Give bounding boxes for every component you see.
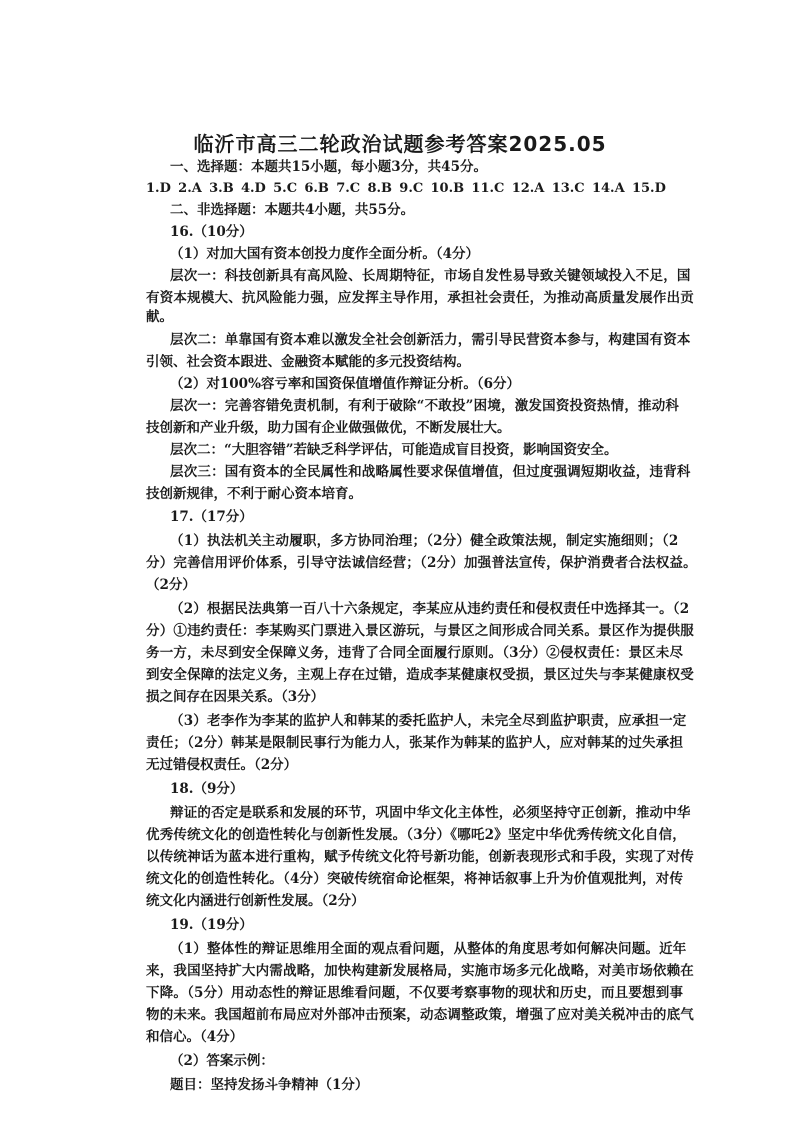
section2-heading: 二、非选择题：本题共4小题，共55分。 [170, 202, 415, 218]
answer-line: 统文化的创造性转化。（4分）突破传统宿命论框架，将神话叙事上升为价值观批判，对传 [146, 871, 684, 887]
answer-line: 分）①违约责任：李某购买门票进入景区游玩，与景区之间形成合同关系。景区作为提供服 [146, 623, 694, 639]
answer-line: 和信心。（4分） [146, 1029, 244, 1045]
answer-line: （2）根据民法典第一百八十六条规定，李某应从违约责任和侵权责任中选择其一。（2 [170, 601, 690, 617]
answer-item: 15.D [631, 181, 666, 196]
question-heading: 19.（19分） [170, 917, 253, 933]
page-title: 临沂市高三二轮政治试题参考答案2025.05 [193, 132, 607, 156]
section1-heading: 一、选择题：本题共15小题，每小题3分，共45分。 [170, 159, 487, 175]
answer-line: （2分） [146, 577, 196, 593]
answer-item: 11.C [471, 181, 505, 196]
answer-item: 3.B [209, 181, 234, 196]
answer-line: 引领、社会资本跟进、金融资本赋能的多元投资结构。 [146, 354, 470, 370]
answer-line: 技创新和产业升级，助力国有企业做强做优，不断发展壮大。 [146, 420, 511, 436]
answer-item: 2.A [178, 181, 202, 196]
answer-line: 层次二：单靠国有资本难以激发全社会创新活力，需引导民营资本参与，构建国有资本 [170, 332, 691, 348]
answer-line: 统文化内涵进行创新性发展。（2分） [146, 893, 365, 909]
answer-line: 优秀传统文化的创造性转化与创新性发展。（3分）《哪吒2》坚定中华优秀传统文化自信， [146, 827, 686, 843]
answer-item: 14.A [591, 181, 625, 196]
answer-item: 6.B [304, 181, 329, 196]
answer-item: 7.C [336, 181, 361, 196]
answer-item: 12.A [511, 181, 545, 196]
answer-line: 层次一：科技创新具有高风险、长周期特征，市场自发性易导致关键领域投入不足，国 [170, 268, 691, 284]
answer-line: 层次一：完善容错免责机制，有利于破除“不敢投”困境，激发国资投资热情，推动科 [170, 398, 680, 414]
answer-line: （1）整体性的辩证思维用全面的观点看问题，从整体的角度思考如何解决问题。近年 [170, 941, 687, 957]
answer-line: 到安全保障的法定义务，主观上存在过错，造成李某健康权受损，景区过失与李某健康权受 [146, 667, 694, 683]
answer-line: 分）完善信用评价体系，引导守法诚信经营；（2分）加强普法宣传，保护消费者合法权益。 [146, 555, 697, 571]
answer-item: 4.D [240, 181, 266, 196]
answer-line: 来，我国坚持扩大内需战略，加快构建新发展格局，实施市场多元化战略，对美市场依赖在 [146, 963, 694, 979]
answer-item: 5.C [273, 181, 298, 196]
answer-item: 13.C [551, 181, 585, 196]
answer-item: 10.B [430, 181, 465, 196]
answer-line: （2）对100%容亏率和国资保值增值作辩证分析。（6分） [170, 376, 521, 392]
answer-line: 务一方，未尽到安全保障义务，违背了合同全面履行原则。（3分）②侵权责任：景区未尽 [146, 645, 684, 661]
answer-key-row [146, 179, 666, 199]
answer-item: 1.D [146, 181, 171, 196]
answer-line: 无过错侵权责任。（2分） [146, 757, 298, 773]
answer-line: 损之间存在因果关系。（3分） [146, 689, 325, 705]
answer-line: 题目：坚持发扬斗争精神（1分） [170, 1077, 369, 1093]
answer-line: （2）答案示例： [170, 1053, 274, 1069]
answer-line: 层次二：“大胆容错”若缺乏科学评估，可能造成盲目投资，影响国资安全。 [170, 442, 618, 458]
answer-line: （1）对加大国有资本创投力度作全面分析。（4分） [170, 246, 480, 262]
answer-line: （1）执法机关主动履职，多方协同治理；（2分）健全政策法规，制定实施细则；（2 [170, 533, 679, 549]
answer-item: 9.C [399, 181, 424, 196]
answer-line: 辩证的否定是联系和发展的环节，巩固中华文化主体性，必须坚持守正创新，推动中华 [170, 805, 691, 821]
answer-line: （3）老李作为李某的监护人和韩某的委托监护人，未完全尽到监护职责，应承担一定 [170, 713, 687, 729]
question-heading: 18.（9分） [170, 781, 244, 797]
answer-line: 层次三：国有资本的全民属性和战略属性要求保值增值，但过度强调短期收益，违背科 [170, 464, 691, 480]
answer-line: 责任；（2分）韩某是限制民事行为能力人，张某作为韩某的监护人，应对韩某的过失承担 [146, 735, 684, 751]
question-heading: 16.（10分） [170, 224, 253, 240]
answer-line: 献。 [146, 309, 173, 325]
answer-line: 技创新规律，不利于耐心资本培育。 [146, 486, 362, 502]
answer-line: 以传统神话为蓝本进行重构，赋予传统文化符号新功能，创新表现形式和手段，实现了对传 [146, 849, 694, 865]
answer-line: 有资本规模大、抗风险能力强，应发挥主导作用，承担社会责任，为推动高质量发展作出贡 [146, 290, 694, 306]
answer-line: 物的未来。我国超前布局应对外部冲击预案，动态调整政策，增强了应对美关税冲击的底气 [146, 1007, 694, 1023]
question-heading: 17.（17分） [170, 509, 253, 525]
answer-item: 8.B [367, 181, 392, 196]
answer-line: 下降。（5分）用动态性的辩证思维看问题，不仅要考察事物的现状和历史，而且要想到事 [146, 985, 684, 1001]
